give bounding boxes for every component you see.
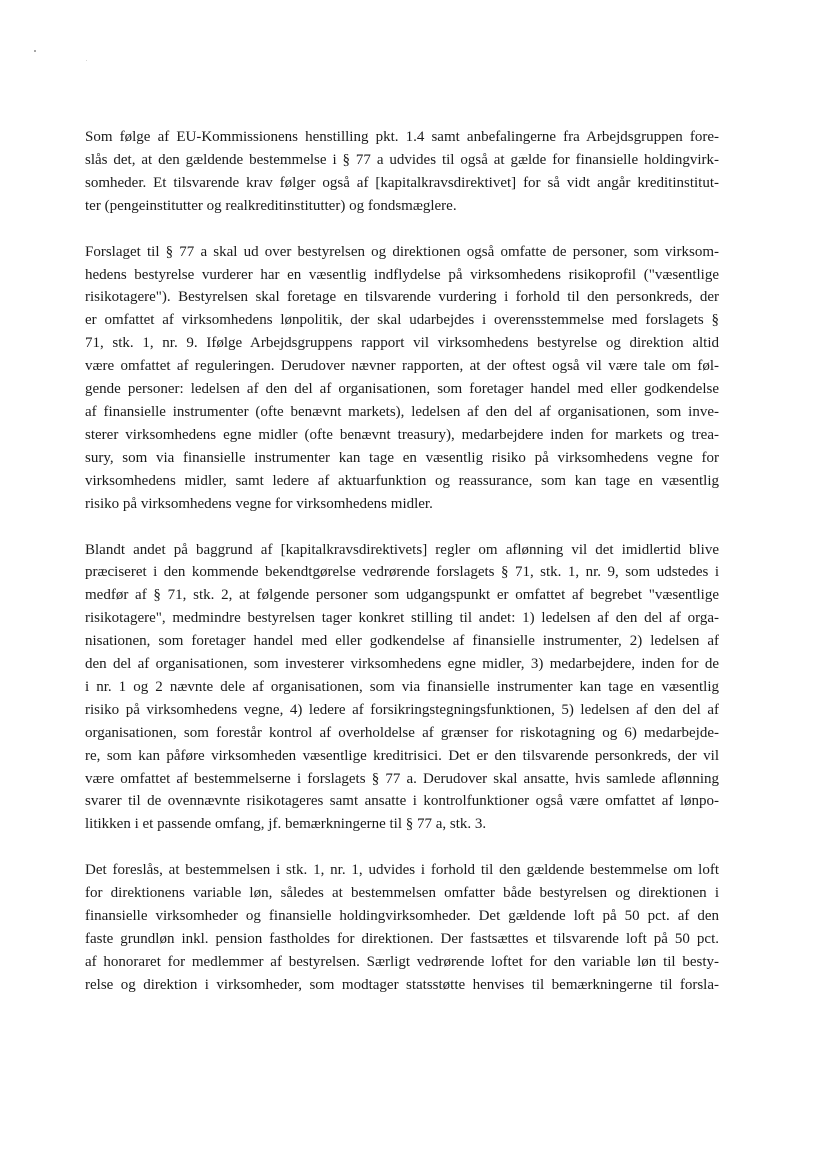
text-line: hedens bestyrelse vurderer har en væsentlig indflydelse på virksomhedens risikoprofil ("væsentlige [85,266,719,283]
text-line: af honoraret for medlemmer af bestyrelsen. Særligt vedrørende loftet for den variable løn til besty- [85,953,719,970]
paragraph-1 [85,126,719,218]
text-line: i nr. 1 og 2 nævnte dele af organisationen, som via finansielle instrumenter kan tage en væsentlig [85,678,719,695]
scan-speck [34,50,36,52]
scan-speck [86,60,87,61]
text-line: virksomhedens midler, samt ledere af aktuarfunktion og reassurance, som kan tage en væsentlig [85,472,719,489]
text-line: risiko på virksomhedens vegne for virksomhedens midler. [85,495,433,512]
text-line: Forslaget til § 77 a skal ud over bestyrelsen og direktionen også omfatte de personer, som virksom- [85,243,719,260]
text-line: litikken i et passende omfang, jf. bemærkningerne til § 77 a, stk. 3. [85,816,487,833]
text-line: sterer virksomhedens egne midler (ofte benævnt treasury), medarbejdere inden for markets og trea- [85,426,719,443]
text-line: re, som kan påføre virksomheden væsentlige kreditrisici. Det er den tilsvarende personkreds, der vil [85,747,719,764]
text-line: svarer til de ovennævnte risikotageres samt ansatte i kontrolfunktioner også være omfattet af lønpo- [85,793,719,810]
text-line: den del af organisationen, som investerer virksomhedens egne midler, 3) medarbejdere, inden for de [85,656,719,673]
text-line: være omfattet af reguleringen. Derudover nævner rapporten, at der oftest også vil være tale om føl- [85,358,719,375]
text-line: risikotagere", medmindre bestyrelsen tager konkret stilling til andet: 1) ledelsen af den del af orga- [85,610,719,627]
text-line: somheder. Et tilsvarende krav følger også af [kapitalkravsdirektivet] for så vidt angår kreditinstitut- [85,174,719,191]
text-line: risikotagere"). Bestyrelsen skal foretage en tilsvarende vurdering i forhold til den personkreds, der [85,289,719,306]
text-line: for direktionens variable løn, således at bestemmelsen omfatter både bestyrelsen og direktionen i [85,885,719,902]
paragraph-4 [85,859,719,996]
paragraph-2 [85,241,719,516]
text-line: være omfattet af bestemmelserne i forslagets § 77 a. Derudover skal ansatte, hvis samlede aflønning [85,770,719,787]
text-line: sury, som via finansielle instrumenter kan tage en væsentlig risiko på virksomhedens vegne for [85,449,719,466]
text-line: Blandt andet på baggrund af [kapitalkravsdirektivets] regler om aflønning vil det imidlertid blive [85,541,719,558]
text-line: Som følge af EU-Kommissionens henstilling pkt. 1.4 samt anbefalingerne fra Arbejdsgruppen fore- [85,129,719,145]
text-line: finansielle virksomheder og finansielle holdingvirksomheder. Det gældende loft på 50 pct. af den [85,908,719,925]
text-line: medfør af § 71, stk. 2, at følgende personer som udgangspunkt er omfattet af begrebet "væsentlige [85,587,719,604]
text-line: gende personer: ledelsen af den del af organisationen, som foretager handel med eller godkendelse [85,381,719,398]
document-body [85,126,719,1020]
text-line: præciseret i den kommende bekendtgørelse vedrørende forslagets § 71, stk. 1, nr. 9, som udstedes i [85,564,719,581]
text-line: nisationen, som foretager handel med eller godkendelse af finansielle instrumenter, 2) ledelsen af [85,633,719,650]
text-line: relse og direktion i virksomheder, som modtager statsstøtte henvises til bemærkningerne til forsla- [85,976,719,993]
paragraph-3 [85,539,719,837]
text-line: 71, stk. 1, nr. 9. Ifølge Arbejdsgruppens rapport vil virksomhedens bestyrelse og direktion altid [85,335,719,352]
text-line: risiko på virksomhedens vegne, 4) ledere af forsikringstegningsfunktionen, 5) ledelsen af den del af [85,701,719,718]
text-line: faste grundløn inkl. pension fastholdes for direktionen. Der fastsættes et tilsvarende loft på 50 pct. [85,931,719,947]
text-line: slås det, at den gældende bestemmelse i § 77 a udvides til også at gælde for finansielle holdingvirk- [85,151,719,168]
text-line: er omfattet af virksomhedens lønpolitik, der skal udarbejdes i overensstemmelse med forslagets § [85,312,719,329]
text-line: Det foreslås, at bestemmelsen i stk. 1, nr. 1, udvides i forhold til den gældende bestemmelse om loft [85,862,719,879]
text-line: ter (pengeinstitutter og realkreditinstitutter) og fondsmæglere. [85,197,457,214]
text-line: organisationen, som forestår kontrol af overholdelse af grænser for riskotagning og 6) medarbejde- [85,724,719,741]
text-line: af finansielle instrumenter (ofte benævnt markets), ledelsen af den del af organisationen, som inve- [85,403,719,420]
